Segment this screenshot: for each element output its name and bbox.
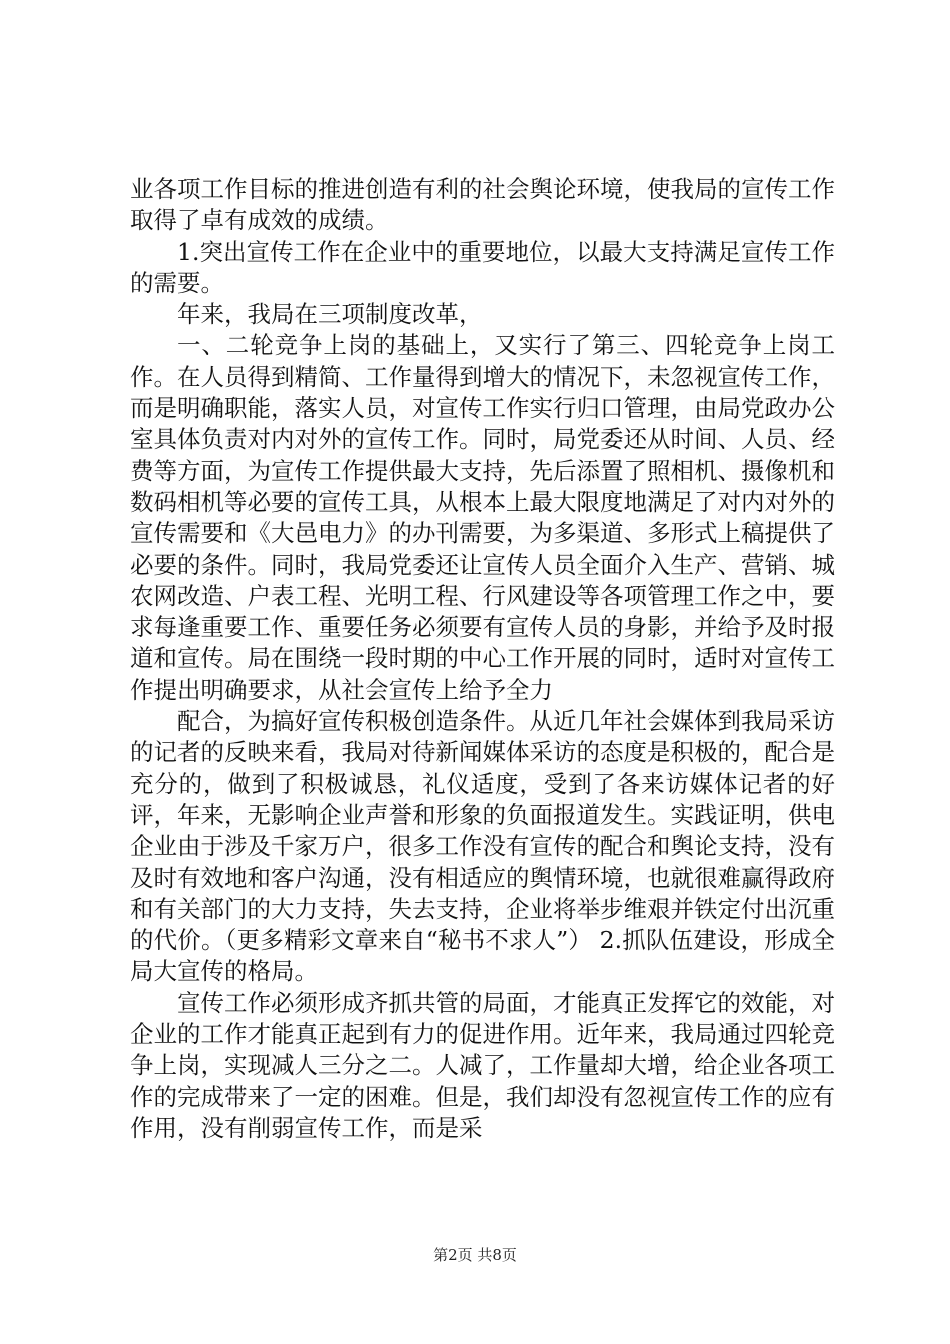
paragraph-heading-1: 1.突出宣传工作在企业中的重要地位，以最大支持满足宣传工作的需要。 xyxy=(130,237,835,297)
paragraph-continuation: 业各项工作目标的推进创造有利的社会舆论环境，使我局的宣传工作取得了卓有成效的成绩。 xyxy=(130,175,835,235)
paragraph: 年来，我局在三项制度改革， xyxy=(177,300,483,329)
paragraph: 一、二轮竞争上岗的基础上，又实行了第三、四轮竞争上岗工作。在人员得到精简、工作量得到增大的情况下，未忽视宣传工作，而是明确职能，落实人员，对宣传工作实行归口管理，由局党政办公室具体负责对内对外的宣传工作。同时，局党委还从时间、人员、经费等方面，为宣传工作提供最大支持，先后添置了照相机、摄像机和数码相机等必要的宣传工具，从根本上最大限度地满足了对内对外的宣传需要和《大邑电力》的办刊需要，为多渠道、多形式上稿提供了必要的条件。同时，我局党委还让宣传人员全面介入生产、营销、城农网改造、户表工程、光明工程、行风建设等各项管理工作之中，要求每逢重要工作、重要任务必须要有宣传人员的身影，并给予及时报道和宣传。局在围绕一段时期的中心工作开展的同时，适时对宣传工作提出明确要求，从社会宣传上给予全力 xyxy=(130,331,835,704)
paragraph: 配合，为搞好宣传积极创造条件。从近几年社会媒体到我局采访的记者的反映来看，我局对待新闻媒体采访的态度是积极的，配合是充分的，做到了积极诚恳，礼仪适度，受到了各来访媒体记者的好评，年来，无影响企业声誉和形象的负面报道发生。实践证明，供电企业由于涉及千家万户，很多工作没有宣传的配合和舆论支持，没有及时有效地和客户沟通，没有相适应的舆情环境，也就很难赢得政府和有关部门的大力支持，失去支持，企业将举步维艰并铁定付出沉重的代价。（更多精彩文章来自“秘书不求人”） 2.抓队伍建设，形成全局大宣传的格局。 xyxy=(130,707,835,986)
page-number: 第2页 共8页 xyxy=(433,1246,517,1264)
paragraph: 宣传工作必须形成齐抓共管的局面，才能真正发挥它的效能，对企业的工作才能真正起到有力的促进作用。近年来，我局通过四轮竞争上岗，实现减人三分之二。人减了，工作量却大增，给企业各项工作的完成带来了一定的困难。但是，我们却没有忽视宣传工作的应有作用，没有削弱宣传工作，而是采 xyxy=(130,988,835,1142)
body-text xyxy=(130,174,835,1144)
